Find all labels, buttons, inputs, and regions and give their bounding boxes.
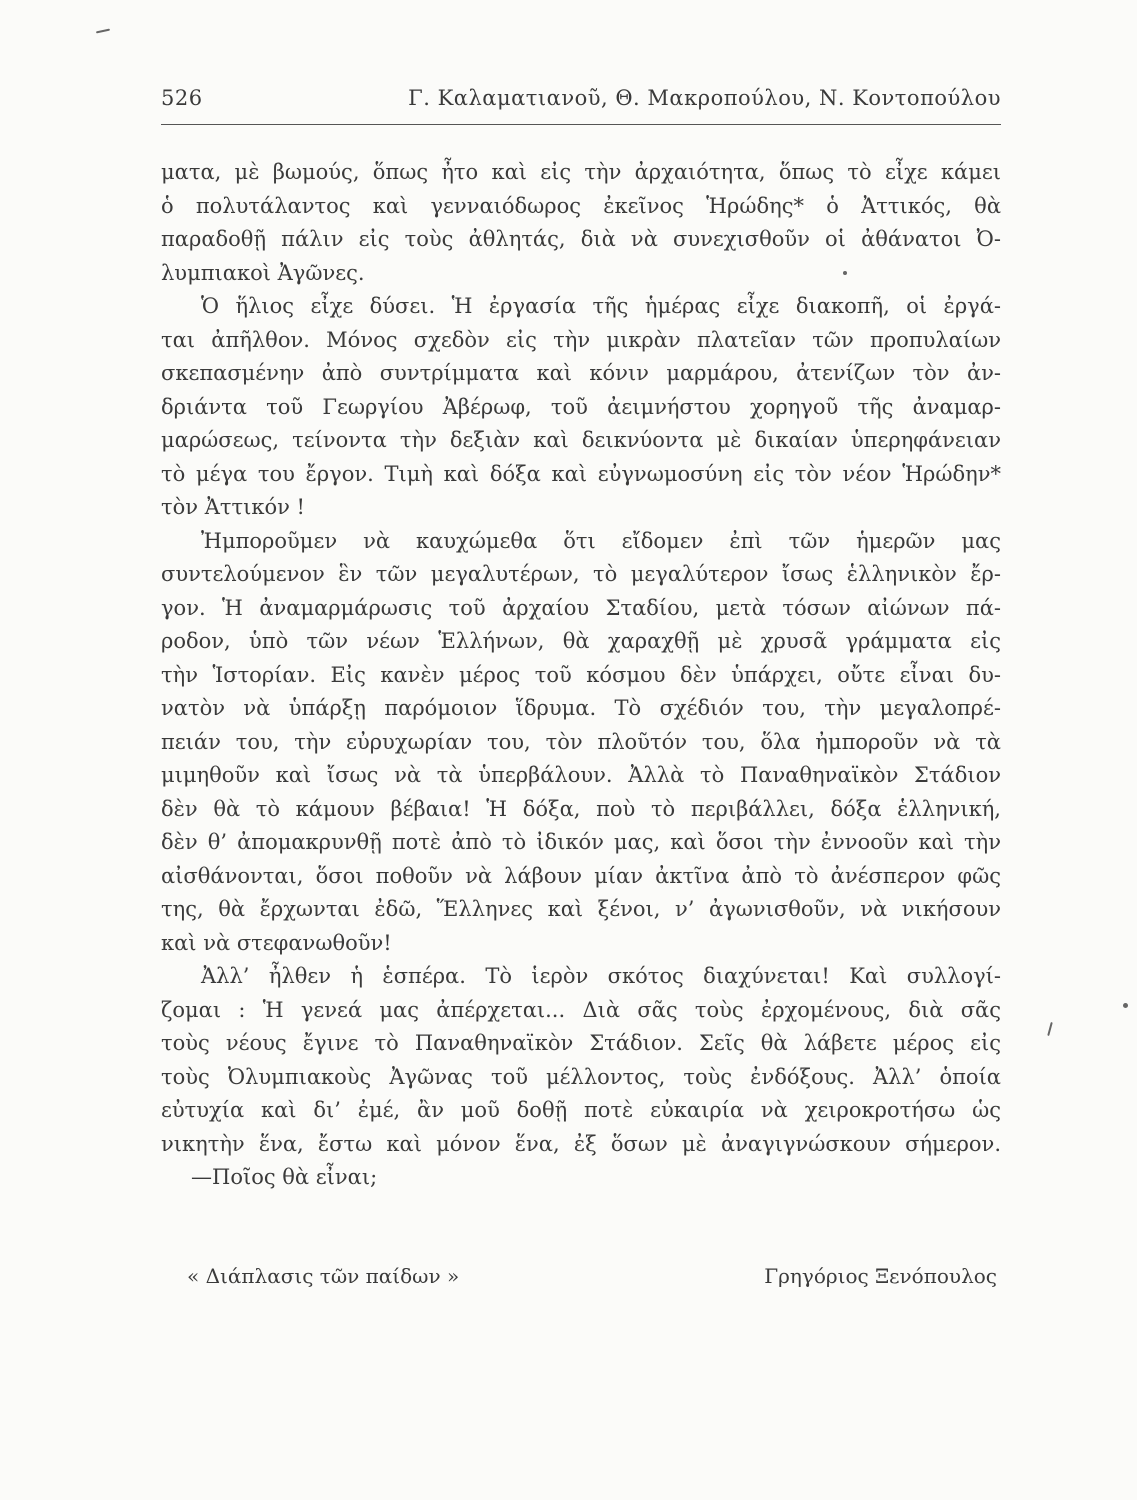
- page-number: 526: [161, 86, 203, 110]
- text-line: μαρώσεως, τείνοντα τὴν δεξιὰν καὶ δεικνύοντα μὲ δικαίαν ὑπερηφάνειαν: [161, 428, 1001, 452]
- text-line: ματα, μὲ βωμούς, ὅπως ἦτο καὶ εἰς τὴν ἀρχαιότητα, ὅπως τὸ εἶχε κάμει: [161, 160, 1001, 184]
- header-rule: [161, 124, 1001, 125]
- text-line: τὴν Ἱστορίαν. Εἰς κανὲν μέρος τοῦ κόσμου δὲν ὑπάρχει, οὔτε εἶναι δυ-: [161, 662, 1001, 687]
- text-line: δριάντα τοῦ Γεωργίου Ἀβέρωφ, τοῦ ἀειμνήστου χορηγοῦ τῆς ἀναμαρ-: [161, 394, 1001, 419]
- text-line: ὁ πολυτάλαντος καὶ γενναιόδωρος ἐκεῖνος Ἡρώδης* ὁ Ἀττικός, θὰ: [161, 193, 1001, 218]
- text-line: δὲν θ’ ἀπομακρυνθῇ ποτὲ ἀπὸ τὸ ἰδικόν μας, καὶ ὅσοι τὴν ἐννοοῦν καὶ τὴν: [161, 830, 1001, 854]
- text-line: —Ποῖος θὰ εἶναι;: [191, 1165, 378, 1189]
- text-line: τὸν Ἀττικόν !: [161, 495, 305, 519]
- text-line: Ἠμποροῦμεν νὰ καυχώμεθα ὅτι εἴδομεν ἐπὶ τῶν ἡμερῶν μας: [201, 528, 1001, 553]
- text-line: νικητὴν ἕνα, ἔστω καὶ μόνον ἕνα, ἐξ ὅσων μὲ ἀναγιγνώσκουν σήμερον.: [161, 1131, 1001, 1156]
- text-line: πειάν του, τὴν εὐρυχωρίαν του, τὸν πλοῦτόν του, ὅλα ἠμποροῦν νὰ τὰ: [161, 729, 1001, 754]
- text-line: ροδον, ὑπὸ τῶν νέων Ἑλλήνων, θὰ χαραχθῇ μὲ χρυσᾶ γράμματα εἰς: [161, 629, 1001, 653]
- text-line: μιμηθοῦν καὶ ἴσως νὰ τὰ ὑπερβάλουν. Ἀλλὰ τὸ Παναθηναϊκὸν Στάδιον: [161, 763, 1001, 787]
- text-line: λυμπιακοὶ Ἀγῶνες.: [161, 260, 365, 285]
- text-line: τὸ μέγα του ἔργον. Τιμὴ καὶ δόξα καὶ εὐγνωμοσύνη εἰς τὸν νέον Ἡρώδην*: [161, 461, 1001, 486]
- text-line: ζομαι : Ἡ γενεά μας ἀπέρχεται... Διὰ σᾶς τοὺς ἐρχομένους, διὰ σᾶς: [161, 997, 1001, 1022]
- text-line: τοὺς Ὀλυμπιακοὺς Ἀγῶνας τοῦ μέλλοντος, τοὺς ἐνδόξους. Ἀλλ’ ὁποία: [161, 1064, 1001, 1089]
- scan-speck: [843, 271, 847, 275]
- text-line: της, θὰ ἔρχωνται ἐδῶ, Ἕλληνες καὶ ξένοι, ν’ ἀγωνισθοῦν, νὰ νικήσουν: [161, 897, 1001, 921]
- text-line: καὶ νὰ στεφανωθοῦν!: [161, 930, 392, 955]
- scan-speck: [1123, 1003, 1128, 1008]
- text-line: αἰσθάνονται, ὅσοι ποθοῦν νὰ λάβουν μίαν ἀκτῖνα ἀπὸ τὸ ἀνέσπερον φῶς: [161, 863, 1001, 888]
- text-line: γον. Ἡ ἀναμαρμάρωσις τοῦ ἀρχαίου Σταδίου, μετὰ τόσων αἰώνων πά-: [161, 595, 1001, 620]
- text-line: νατὸν νὰ ὑπάρξῃ παρόμοιον ἵδρυμα. Τὸ σχέδιόν του, τὴν μεγαλοπρέ-: [161, 696, 1001, 720]
- text-line: σκεπασμένην ἀπὸ συντρίμματα καὶ κόνιν μαρμάρου, ἀτενίζων τὸν ἀν-: [161, 361, 1001, 385]
- scan-speck: [1047, 1022, 1053, 1036]
- page-header: [161, 86, 1001, 120]
- text-line: συντελούμενον ἓν τῶν μεγαλυτέρων, τὸ μεγαλύτερον ἴσως ἑλληνικὸν ἔρ-: [161, 562, 1001, 586]
- author-signature: Γρηγόριος Ξενόπουλος: [764, 1264, 997, 1288]
- running-head: Γ. Καλαματιανοῦ, Θ. Μακροπούλου, Ν. Κοντοπούλου: [408, 86, 1001, 110]
- footer: [187, 1264, 997, 1294]
- text-line: δὲν θὰ τὸ κάμουν βέβαια! Ἡ δόξα, ποὺ τὸ περιβάλλει, δόξα ἑλληνική,: [161, 796, 1001, 821]
- text-line: ται ἀπῆλθον. Μόνος σχεδὸν εἰς τὴν μικρὰν πλατεῖαν τῶν προπυλαίων: [161, 327, 1001, 352]
- source-citation: « Διάπλασις τῶν παίδων »: [187, 1264, 460, 1288]
- text-line: Ὁ ἥλιος εἶχε δύσει. Ἡ ἐργασία τῆς ἡμέρας εἶχε διακοπῆ, οἱ ἐργά-: [201, 294, 1001, 318]
- text-line: εὐτυχία καὶ δι’ ἐμέ, ἂν μοῦ δοθῇ ποτὲ εὐκαιρία νὰ χειροκροτήσω ὡς: [161, 1098, 1001, 1122]
- text-line: Ἀλλ’ ἦλθεν ἡ ἑσπέρα. Τὸ ἱερὸν σκότος διαχύνεται! Καὶ συλλογί-: [201, 964, 1001, 988]
- body-text: [161, 156, 1001, 1195]
- scan-speck: [96, 29, 110, 34]
- text-line: τοὺς νέους ἔγινε τὸ Παναθηναϊκὸν Στάδιον. Σεῖς θὰ λάβετε μέρος εἰς: [161, 1031, 1001, 1055]
- text-line: παραδοθῇ πάλιν εἰς τοὺς ἀθλητάς, διὰ νὰ συνεχισθοῦν οἱ ἀθάνατοι Ὀ-: [161, 227, 1001, 251]
